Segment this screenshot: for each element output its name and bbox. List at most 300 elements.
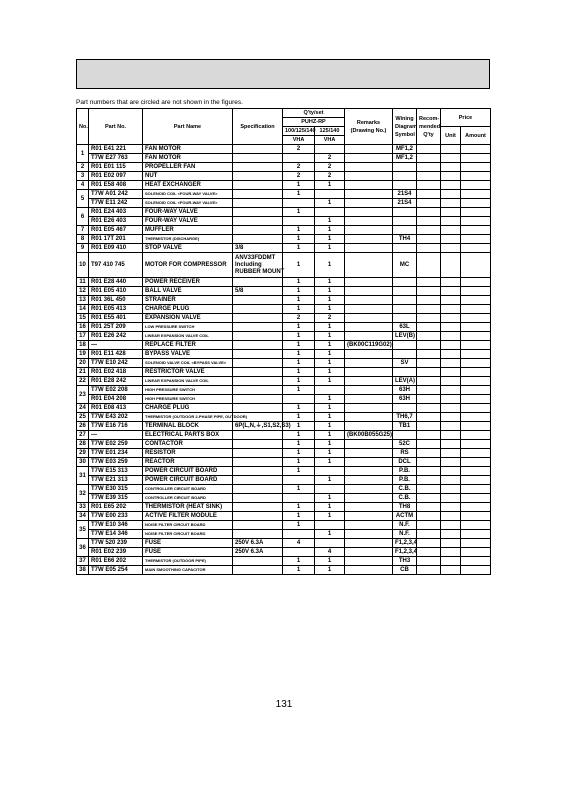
part-name: HIGH PRESSURE SWITCH xyxy=(143,386,233,395)
qty-variant-1: 1 xyxy=(283,253,315,278)
row-number: 6 xyxy=(77,208,89,226)
amount-price xyxy=(461,539,491,548)
specification xyxy=(233,341,283,350)
unit-price xyxy=(441,323,461,332)
table-row xyxy=(77,217,491,226)
specification xyxy=(233,278,283,287)
wiring-symbol xyxy=(393,217,417,226)
specification xyxy=(233,512,283,521)
row-number: 17 xyxy=(77,332,89,341)
table-row xyxy=(77,305,491,314)
part-number: — xyxy=(89,431,143,440)
wiring-symbol xyxy=(393,208,417,217)
header-sub2: 125/140 xyxy=(315,127,345,136)
recommended-qty xyxy=(417,278,441,287)
remarks xyxy=(345,548,393,557)
part-name: HEAT EXCHANGER xyxy=(143,181,233,190)
part-number: T97 410 745 xyxy=(89,253,143,278)
recommended-qty xyxy=(417,413,441,422)
recommended-qty xyxy=(417,548,441,557)
qty-variant-1: 1 xyxy=(283,368,315,377)
table-row xyxy=(77,244,491,253)
recommended-qty xyxy=(417,431,441,440)
part-number: T7W E03 259 xyxy=(89,458,143,467)
amount-price xyxy=(461,199,491,208)
qty-variant-2: 1 xyxy=(315,494,345,503)
recommended-qty xyxy=(417,359,441,368)
recommended-qty xyxy=(417,296,441,305)
table-row xyxy=(77,404,491,413)
recommended-qty xyxy=(417,476,441,485)
table-row xyxy=(77,503,491,512)
wiring-symbol: C.B. xyxy=(393,485,417,494)
table-row xyxy=(77,548,491,557)
part-name: THERMISTOR (OUTDOOR PIPE) xyxy=(143,557,233,566)
qty-variant-1: 1 xyxy=(283,244,315,253)
qty-variant-2: 1 xyxy=(315,458,345,467)
qty-variant-2 xyxy=(315,485,345,494)
unit-price xyxy=(441,253,461,278)
part-number: T7W E21 313 xyxy=(89,476,143,485)
wiring-symbol xyxy=(393,296,417,305)
wiring-symbol: MF1,2 xyxy=(393,145,417,154)
row-number: 19 xyxy=(77,350,89,359)
unit-price xyxy=(441,368,461,377)
specification xyxy=(233,208,283,217)
amount-price xyxy=(461,163,491,172)
part-name: FOUR-WAY VALVE xyxy=(143,208,233,217)
amount-price xyxy=(461,226,491,235)
wiring-symbol: RS xyxy=(393,449,417,458)
row-number: 4 xyxy=(77,181,89,190)
wiring-symbol: F1,2,3,4 xyxy=(393,539,417,548)
wiring-symbol: SV xyxy=(393,359,417,368)
table-row xyxy=(77,296,491,305)
row-number: 31 xyxy=(77,467,89,485)
table-row xyxy=(77,181,491,190)
table-row xyxy=(77,287,491,296)
unit-price xyxy=(441,557,461,566)
part-number: T7W E05 254 xyxy=(89,566,143,575)
remarks xyxy=(345,530,393,539)
qty-variant-2: 2 xyxy=(315,154,345,163)
wiring-symbol xyxy=(393,278,417,287)
part-number: T7W E43 202 xyxy=(89,413,143,422)
qty-variant-2: 1 xyxy=(315,530,345,539)
part-number: T7W E11 242 xyxy=(89,199,143,208)
row-number: 30 xyxy=(77,458,89,467)
header-specification: Specification xyxy=(233,109,283,145)
unit-price xyxy=(441,278,461,287)
specification xyxy=(233,181,283,190)
specification xyxy=(233,467,283,476)
table-row xyxy=(77,458,491,467)
recommended-qty xyxy=(417,172,441,181)
remarks: (BK00B055G25) xyxy=(345,431,393,440)
unit-price xyxy=(441,548,461,557)
remarks xyxy=(345,305,393,314)
part-number: T7W E10 346 xyxy=(89,521,143,530)
qty-variant-1: 4 xyxy=(283,539,315,548)
specification xyxy=(233,503,283,512)
wiring-symbol: 63H xyxy=(393,395,417,404)
specification xyxy=(233,404,283,413)
qty-variant-1: 1 xyxy=(283,566,315,575)
recommended-qty xyxy=(417,467,441,476)
part-name: THERMISTOR (OUTDOOR 2-PHASE PIPE, OUTDOOR) xyxy=(143,413,233,422)
header-unit: Unit xyxy=(441,127,461,145)
part-number: T7W E14 346 xyxy=(89,530,143,539)
header-wiring-symbol xyxy=(393,109,417,145)
recommended-qty xyxy=(417,386,441,395)
recommended-qty xyxy=(417,341,441,350)
unit-price xyxy=(441,217,461,226)
part-name: RESISTOR xyxy=(143,449,233,458)
specification xyxy=(233,566,283,575)
qty-variant-2: 1 xyxy=(315,377,345,386)
qty-variant-1 xyxy=(283,476,315,485)
row-number: 10 xyxy=(77,253,89,278)
unit-price xyxy=(441,145,461,154)
wiring-symbol xyxy=(393,431,417,440)
amount-price xyxy=(461,332,491,341)
unit-price xyxy=(441,440,461,449)
row-number: 21 xyxy=(77,368,89,377)
qty-variant-1: 1 xyxy=(283,377,315,386)
amount-price xyxy=(461,172,491,181)
specification xyxy=(233,296,283,305)
qty-variant-1 xyxy=(283,494,315,503)
unit-price xyxy=(441,404,461,413)
header-remarks-line2: (Drawing No.) xyxy=(350,127,387,134)
qty-variant-2: 1 xyxy=(315,199,345,208)
wiring-symbol xyxy=(393,404,417,413)
table-row xyxy=(77,359,491,368)
unit-price xyxy=(441,422,461,431)
remarks xyxy=(345,181,393,190)
row-number: 16 xyxy=(77,323,89,332)
row-number: 9 xyxy=(77,244,89,253)
part-number: R01 E26 403 xyxy=(89,217,143,226)
wiring-symbol xyxy=(393,244,417,253)
qty-variant-2: 1 xyxy=(315,359,345,368)
table-row xyxy=(77,467,491,476)
recommended-qty xyxy=(417,368,441,377)
unit-price xyxy=(441,350,461,359)
header-no: No. xyxy=(77,109,89,145)
part-number: R01 17T 201 xyxy=(89,235,143,244)
header-wiring-line2: Diagram xyxy=(395,123,418,130)
amount-price xyxy=(461,548,491,557)
remarks xyxy=(345,278,393,287)
specification xyxy=(233,485,283,494)
unit-price xyxy=(441,395,461,404)
remarks xyxy=(345,395,393,404)
remarks xyxy=(345,163,393,172)
recommended-qty xyxy=(417,181,441,190)
qty-variant-2: 1 xyxy=(315,341,345,350)
qty-variant-1: 1 xyxy=(283,503,315,512)
specification xyxy=(233,350,283,359)
qty-variant-2: 1 xyxy=(315,181,345,190)
part-name: POWER RECEIVER xyxy=(143,278,233,287)
qty-variant-1 xyxy=(283,154,315,163)
specification xyxy=(233,431,283,440)
recommended-qty xyxy=(417,494,441,503)
specification xyxy=(233,145,283,154)
row-number: 14 xyxy=(77,305,89,314)
row-number: 29 xyxy=(77,449,89,458)
specification xyxy=(233,172,283,181)
wiring-symbol: TH8 xyxy=(393,503,417,512)
wiring-symbol xyxy=(393,181,417,190)
wiring-symbol: P.B. xyxy=(393,476,417,485)
wiring-symbol: P.B. xyxy=(393,467,417,476)
table-row xyxy=(77,145,491,154)
wiring-symbol: 52C xyxy=(393,440,417,449)
amount-price xyxy=(461,530,491,539)
part-name: FUSE xyxy=(143,548,233,557)
remarks xyxy=(345,226,393,235)
qty-variant-1: 1 xyxy=(283,485,315,494)
unit-price xyxy=(441,458,461,467)
part-name: EXPANSION VALVE xyxy=(143,314,233,323)
specification: 250V 6.3A xyxy=(233,548,283,557)
part-number: T7W A01 242 xyxy=(89,190,143,199)
amount-price xyxy=(461,476,491,485)
remarks xyxy=(345,172,393,181)
unit-price xyxy=(441,512,461,521)
table-row xyxy=(77,440,491,449)
table-row xyxy=(77,530,491,539)
row-number: 35 xyxy=(77,521,89,539)
recommended-qty xyxy=(417,521,441,530)
part-number: R01 E05 410 xyxy=(89,287,143,296)
part-name: CONTACTOR xyxy=(143,440,233,449)
part-name: TERMINAL BLOCK xyxy=(143,422,233,431)
qty-variant-2 xyxy=(315,539,345,548)
qty-variant-1: 1 xyxy=(283,287,315,296)
part-name: STRAINER xyxy=(143,296,233,305)
qty-variant-1: 1 xyxy=(283,235,315,244)
specification xyxy=(233,323,283,332)
amount-price xyxy=(461,154,491,163)
page-number: 131 xyxy=(275,699,293,710)
qty-variant-2 xyxy=(315,208,345,217)
amount-price xyxy=(461,208,491,217)
unit-price xyxy=(441,359,461,368)
part-name: NUT xyxy=(143,172,233,181)
remarks xyxy=(345,449,393,458)
part-name: SOLENOID VALVE COIL <BYPASS VALVE> xyxy=(143,359,233,368)
qty-variant-1: 1 xyxy=(283,449,315,458)
part-number: T7W E30 315 xyxy=(89,485,143,494)
recommended-qty xyxy=(417,244,441,253)
header-recom-line1: Recom- xyxy=(419,115,440,122)
unit-price xyxy=(441,287,461,296)
part-number: R01 E41 221 xyxy=(89,145,143,154)
part-name: REPLACE FILTER xyxy=(143,341,233,350)
table-row xyxy=(77,350,491,359)
recommended-qty xyxy=(417,404,441,413)
header-remarks xyxy=(345,109,393,145)
part-number: R01 E04 208 xyxy=(89,395,143,404)
specification xyxy=(233,359,283,368)
qty-variant-2: 1 xyxy=(315,440,345,449)
part-number: R01 E09 410 xyxy=(89,244,143,253)
recommended-qty xyxy=(417,458,441,467)
part-name: LINEAR EXPANSION VALVE COIL xyxy=(143,332,233,341)
remarks xyxy=(345,208,393,217)
specification: 5/8 xyxy=(233,287,283,296)
wiring-symbol: 21S4 xyxy=(393,190,417,199)
wiring-symbol: ACTM xyxy=(393,512,417,521)
amount-price xyxy=(461,278,491,287)
qty-variant-2: 1 xyxy=(315,235,345,244)
table-row xyxy=(77,190,491,199)
header-vha2: VHA xyxy=(315,136,345,145)
unit-price xyxy=(441,332,461,341)
unit-price xyxy=(441,530,461,539)
amount-price xyxy=(461,244,491,253)
qty-variant-1: 1 xyxy=(283,278,315,287)
part-name: RESTRICTOR VALVE xyxy=(143,368,233,377)
table-row xyxy=(77,386,491,395)
unit-price xyxy=(441,503,461,512)
unit-price xyxy=(441,244,461,253)
qty-variant-2: 1 xyxy=(315,226,345,235)
remarks xyxy=(345,235,393,244)
part-name: MUFFLER xyxy=(143,226,233,235)
unit-price xyxy=(441,539,461,548)
amount-price xyxy=(461,566,491,575)
specification xyxy=(233,440,283,449)
part-name: LOW PRESSURE SWITCH xyxy=(143,323,233,332)
qty-variant-1: 1 xyxy=(283,512,315,521)
part-name: SOLENOID COIL <FOUR-WAY VALVE> xyxy=(143,199,233,208)
table-row xyxy=(77,512,491,521)
specification xyxy=(233,190,283,199)
remarks xyxy=(345,476,393,485)
recommended-qty xyxy=(417,163,441,172)
qty-variant-2: 2 xyxy=(315,172,345,181)
amount-price xyxy=(461,314,491,323)
recommended-qty xyxy=(417,226,441,235)
amount-price xyxy=(461,521,491,530)
wiring-symbol: 21S4 xyxy=(393,199,417,208)
specification: 3/8 xyxy=(233,244,283,253)
specification-line: ANV33FDDMT xyxy=(235,254,276,261)
specification xyxy=(233,476,283,485)
part-name: BYPASS VALVE xyxy=(143,350,233,359)
qty-variant-1: 1 xyxy=(283,422,315,431)
header-vha: VHA xyxy=(283,136,315,145)
row-number: 33 xyxy=(77,503,89,512)
qty-variant-1: 1 xyxy=(283,440,315,449)
qty-variant-1: 1 xyxy=(283,305,315,314)
wiring-symbol xyxy=(393,226,417,235)
part-name: MOTOR FOR COMPRESSOR xyxy=(143,253,233,278)
part-name: CONTROLLER CIRCUIT BOARD xyxy=(143,494,233,503)
qty-variant-2: 2 xyxy=(315,314,345,323)
unit-price xyxy=(441,208,461,217)
part-name: FAN MOTOR xyxy=(143,145,233,154)
remarks xyxy=(345,368,393,377)
header-model: PUHZ-RP xyxy=(283,118,345,127)
part-name: THERMISTOR (HEAT SINK) xyxy=(143,503,233,512)
unit-price xyxy=(441,199,461,208)
recommended-qty xyxy=(417,422,441,431)
remarks xyxy=(345,404,393,413)
part-number: T7W 520 239 xyxy=(89,539,143,548)
unit-price xyxy=(441,296,461,305)
table-row xyxy=(77,314,491,323)
remarks xyxy=(345,440,393,449)
row-number: 7 xyxy=(77,226,89,235)
unit-price xyxy=(441,377,461,386)
wiring-symbol: 63L xyxy=(393,323,417,332)
qty-variant-1: 1 xyxy=(283,350,315,359)
unit-price xyxy=(441,494,461,503)
part-name: STOP VALVE xyxy=(143,244,233,253)
recommended-qty xyxy=(417,557,441,566)
amount-price xyxy=(461,305,491,314)
qty-variant-1: 1 xyxy=(283,521,315,530)
header-wiring-line3: Symbol xyxy=(395,131,415,138)
part-name: ELECTRICAL PARTS BOX xyxy=(143,431,233,440)
wiring-symbol xyxy=(393,350,417,359)
amount-price xyxy=(461,404,491,413)
qty-variant-2: 1 xyxy=(315,305,345,314)
recommended-qty xyxy=(417,539,441,548)
remarks: (BK00C119G02) xyxy=(345,341,393,350)
qty-variant-2: 4 xyxy=(315,548,345,557)
recommended-qty xyxy=(417,503,441,512)
qty-variant-1: 2 xyxy=(283,314,315,323)
qty-variant-1: 1 xyxy=(283,341,315,350)
qty-variant-1 xyxy=(283,217,315,226)
part-name: HIGH PRESSURE SWITCH xyxy=(143,395,233,404)
part-number: T7W E39 315 xyxy=(89,494,143,503)
remarks xyxy=(345,413,393,422)
unit-price xyxy=(441,485,461,494)
wiring-symbol: C.B. xyxy=(393,494,417,503)
unit-price xyxy=(441,163,461,172)
recommended-qty xyxy=(417,314,441,323)
header-wiring-line1: Wining xyxy=(395,115,414,122)
amount-price xyxy=(461,368,491,377)
part-number: T7W E15 313 xyxy=(89,467,143,476)
qty-variant-1: 1 xyxy=(283,404,315,413)
wiring-symbol: CB xyxy=(393,566,417,575)
unit-price xyxy=(441,476,461,485)
remarks xyxy=(345,199,393,208)
parts-table xyxy=(76,108,491,575)
unit-price xyxy=(441,305,461,314)
row-number: 8 xyxy=(77,235,89,244)
unit-price xyxy=(441,386,461,395)
recommended-qty xyxy=(417,323,441,332)
row-number: 12 xyxy=(77,287,89,296)
qty-variant-2: 1 xyxy=(315,413,345,422)
part-name: CONTROLLER CIRCUIT BOARD xyxy=(143,485,233,494)
table-row xyxy=(77,172,491,181)
unit-price xyxy=(441,431,461,440)
row-number: 24 xyxy=(77,404,89,413)
wiring-symbol: F1,2,3,4 xyxy=(393,548,417,557)
specification xyxy=(233,557,283,566)
specification xyxy=(233,494,283,503)
